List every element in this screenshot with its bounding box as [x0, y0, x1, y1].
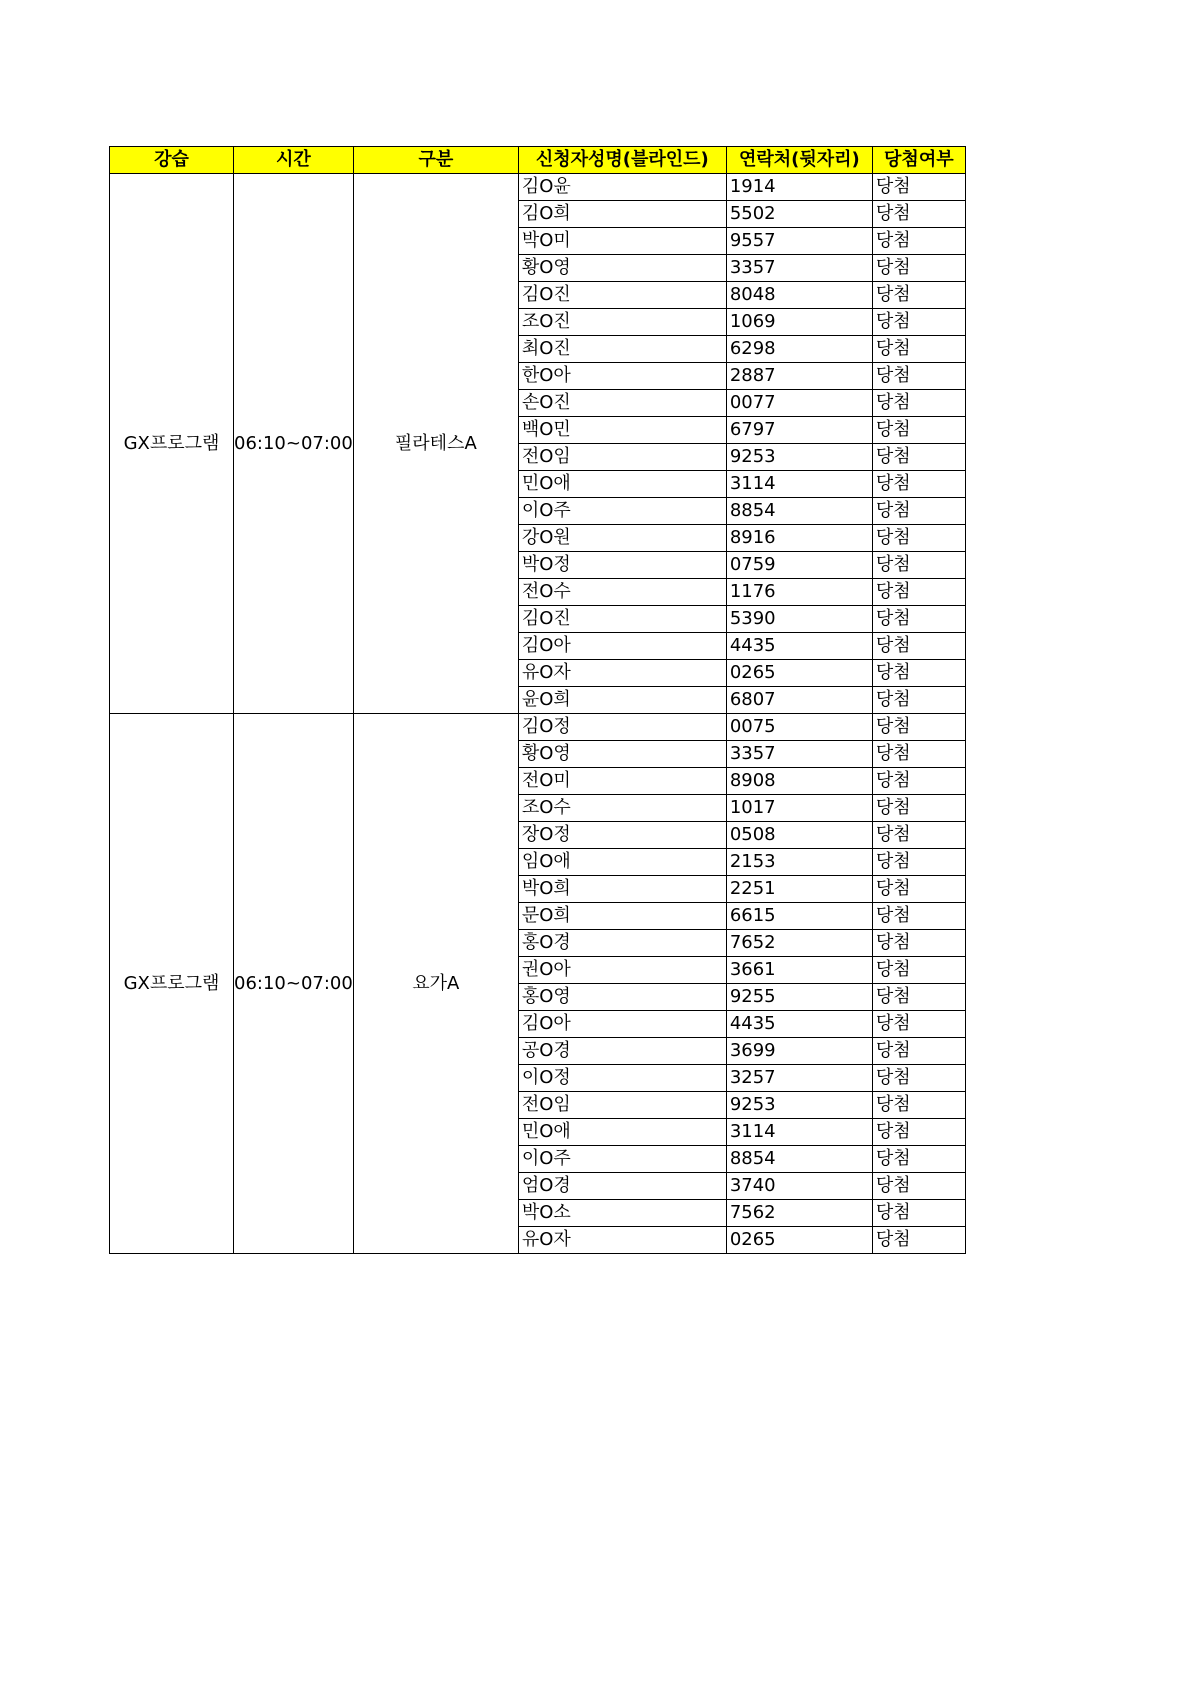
- applicant-name-cell: 김O희: [518, 201, 726, 228]
- time-cell: 06:10~07:00: [234, 714, 354, 1254]
- applicant-name-cell: 전O수: [518, 579, 726, 606]
- result-cell: 당첨: [872, 633, 965, 660]
- applicant-name-cell: 조O진: [518, 309, 726, 336]
- contact-cell: 5390: [726, 606, 872, 633]
- applicant-name-cell: 손O진: [518, 390, 726, 417]
- result-cell: 당첨: [872, 336, 965, 363]
- header-result: 당첨여부: [872, 147, 965, 174]
- contact-cell: 1176: [726, 579, 872, 606]
- result-cell: 당첨: [872, 768, 965, 795]
- result-cell: 당첨: [872, 903, 965, 930]
- result-cell: 당첨: [872, 255, 965, 282]
- applicant-name-cell: 유O자: [518, 1227, 726, 1254]
- applicant-name-cell: 박O정: [518, 552, 726, 579]
- contact-cell: 9255: [726, 984, 872, 1011]
- result-cell: 당첨: [872, 444, 965, 471]
- applicant-name-cell: 한O아: [518, 363, 726, 390]
- applicant-name-cell: 문O희: [518, 903, 726, 930]
- applicant-name-cell: 강O원: [518, 525, 726, 552]
- contact-cell: 3257: [726, 1065, 872, 1092]
- applicant-name-cell: 홍O경: [518, 930, 726, 957]
- lottery-results-table: [109, 146, 966, 1254]
- result-cell: 당첨: [872, 1038, 965, 1065]
- applicant-name-cell: 백O민: [518, 417, 726, 444]
- contact-cell: 9253: [726, 444, 872, 471]
- contact-cell: 2887: [726, 363, 872, 390]
- applicant-name-cell: 이O주: [518, 1146, 726, 1173]
- result-cell: 당첨: [872, 984, 965, 1011]
- result-cell: 당첨: [872, 741, 965, 768]
- result-cell: 당첨: [872, 660, 965, 687]
- contact-cell: 6298: [726, 336, 872, 363]
- result-cell: 당첨: [872, 579, 965, 606]
- contact-cell: 8854: [726, 498, 872, 525]
- result-cell: 당첨: [872, 282, 965, 309]
- result-cell: 당첨: [872, 930, 965, 957]
- contact-cell: 9557: [726, 228, 872, 255]
- applicant-name-cell: 황O영: [518, 255, 726, 282]
- result-cell: 당첨: [872, 795, 965, 822]
- contact-cell: 6615: [726, 903, 872, 930]
- header-course: 강습: [110, 147, 234, 174]
- result-cell: 당첨: [872, 1011, 965, 1038]
- contact-cell: 8854: [726, 1146, 872, 1173]
- contact-cell: 3661: [726, 957, 872, 984]
- result-cell: 당첨: [872, 1227, 965, 1254]
- result-cell: 당첨: [872, 525, 965, 552]
- result-cell: 당첨: [872, 417, 965, 444]
- contact-cell: 0077: [726, 390, 872, 417]
- contact-cell: 2153: [726, 849, 872, 876]
- result-cell: 당첨: [872, 174, 965, 201]
- applicant-name-cell: 조O수: [518, 795, 726, 822]
- contact-cell: 7652: [726, 930, 872, 957]
- applicant-name-cell: 민O애: [518, 471, 726, 498]
- applicant-name-cell: 공O경: [518, 1038, 726, 1065]
- result-cell: 당첨: [872, 1065, 965, 1092]
- applicant-name-cell: 이O주: [518, 498, 726, 525]
- contact-cell: 3357: [726, 255, 872, 282]
- table-body: [110, 174, 966, 1254]
- result-cell: 당첨: [872, 1092, 965, 1119]
- contact-cell: 7562: [726, 1200, 872, 1227]
- result-cell: 당첨: [872, 498, 965, 525]
- result-cell: 당첨: [872, 606, 965, 633]
- applicant-name-cell: 권O아: [518, 957, 726, 984]
- contact-cell: 0265: [726, 660, 872, 687]
- applicant-name-cell: 김O진: [518, 606, 726, 633]
- result-cell: 당첨: [872, 849, 965, 876]
- contact-cell: 0075: [726, 714, 872, 741]
- applicant-name-cell: 장O정: [518, 822, 726, 849]
- applicant-name-cell: 김O윤: [518, 174, 726, 201]
- applicant-name-cell: 임O애: [518, 849, 726, 876]
- result-cell: 당첨: [872, 1173, 965, 1200]
- header-category: 구분: [353, 147, 518, 174]
- contact-cell: 3699: [726, 1038, 872, 1065]
- course-cell: GX프로그램: [110, 714, 234, 1254]
- result-cell: 당첨: [872, 957, 965, 984]
- result-cell: 당첨: [872, 390, 965, 417]
- applicant-name-cell: 김O진: [518, 282, 726, 309]
- category-cell: 필라테스A: [353, 174, 518, 714]
- result-cell: 당첨: [872, 687, 965, 714]
- header-time: 시간: [234, 147, 354, 174]
- table-row: [110, 174, 966, 201]
- contact-cell: 0508: [726, 822, 872, 849]
- applicant-name-cell: 유O자: [518, 660, 726, 687]
- header-contact: 연락처(뒷자리): [726, 147, 872, 174]
- result-cell: 당첨: [872, 552, 965, 579]
- contact-cell: 1914: [726, 174, 872, 201]
- contact-cell: 8908: [726, 768, 872, 795]
- contact-cell: 4435: [726, 1011, 872, 1038]
- result-cell: 당첨: [872, 363, 965, 390]
- contact-cell: 6797: [726, 417, 872, 444]
- result-cell: 당첨: [872, 714, 965, 741]
- applicant-name-cell: 민O애: [518, 1119, 726, 1146]
- contact-cell: 8916: [726, 525, 872, 552]
- applicant-name-cell: 황O영: [518, 741, 726, 768]
- contact-cell: 6807: [726, 687, 872, 714]
- course-cell: GX프로그램: [110, 174, 234, 714]
- applicant-name-cell: 전O임: [518, 1092, 726, 1119]
- contact-cell: 2251: [726, 876, 872, 903]
- time-cell: 06:10~07:00: [234, 174, 354, 714]
- header-row: [110, 147, 966, 174]
- contact-cell: 3114: [726, 471, 872, 498]
- contact-cell: 4435: [726, 633, 872, 660]
- result-cell: 당첨: [872, 1200, 965, 1227]
- result-cell: 당첨: [872, 822, 965, 849]
- applicant-name-cell: 전O미: [518, 768, 726, 795]
- result-cell: 당첨: [872, 471, 965, 498]
- applicant-name-cell: 최O진: [518, 336, 726, 363]
- applicant-name-cell: 김O아: [518, 1011, 726, 1038]
- applicant-name-cell: 전O임: [518, 444, 726, 471]
- result-cell: 당첨: [872, 876, 965, 903]
- applicant-name-cell: 윤O희: [518, 687, 726, 714]
- result-cell: 당첨: [872, 1146, 965, 1173]
- header-applicant-name: 신청자성명(블라인드): [518, 147, 726, 174]
- contact-cell: 3740: [726, 1173, 872, 1200]
- applicant-name-cell: 박O희: [518, 876, 726, 903]
- result-cell: 당첨: [872, 228, 965, 255]
- table-row: [110, 714, 966, 741]
- applicant-name-cell: 박O소: [518, 1200, 726, 1227]
- contact-cell: 3357: [726, 741, 872, 768]
- applicant-name-cell: 이O정: [518, 1065, 726, 1092]
- applicant-name-cell: 엄O경: [518, 1173, 726, 1200]
- applicant-name-cell: 박O미: [518, 228, 726, 255]
- category-cell: 요가A: [353, 714, 518, 1254]
- contact-cell: 9253: [726, 1092, 872, 1119]
- contact-cell: 1017: [726, 795, 872, 822]
- result-cell: 당첨: [872, 201, 965, 228]
- contact-cell: 0759: [726, 552, 872, 579]
- contact-cell: 8048: [726, 282, 872, 309]
- result-cell: 당첨: [872, 1119, 965, 1146]
- contact-cell: 1069: [726, 309, 872, 336]
- applicant-name-cell: 김O아: [518, 633, 726, 660]
- applicant-name-cell: 홍O영: [518, 984, 726, 1011]
- applicant-name-cell: 김O정: [518, 714, 726, 741]
- contact-cell: 0265: [726, 1227, 872, 1254]
- contact-cell: 3114: [726, 1119, 872, 1146]
- result-cell: 당첨: [872, 309, 965, 336]
- contact-cell: 5502: [726, 201, 872, 228]
